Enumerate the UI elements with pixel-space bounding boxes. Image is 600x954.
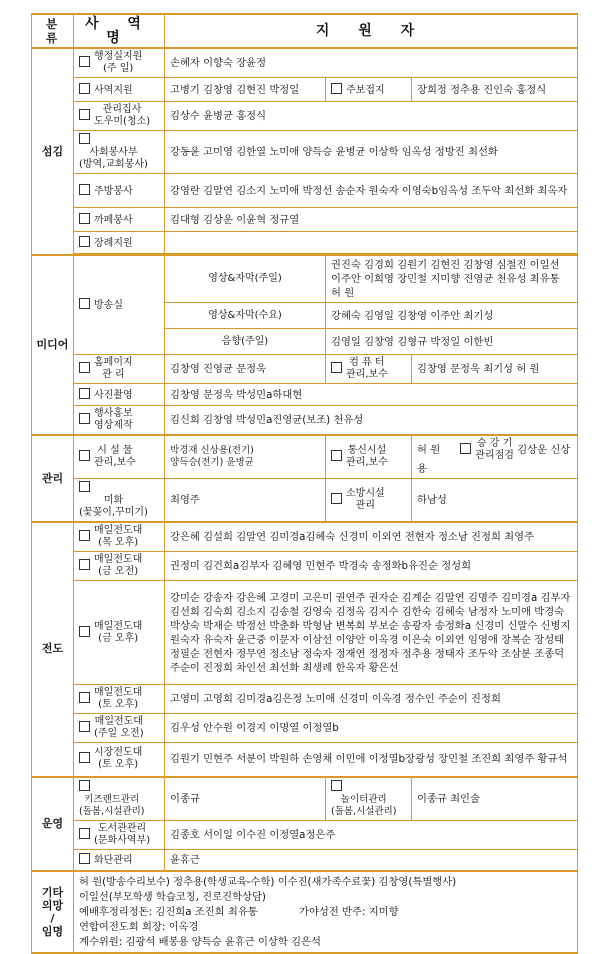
checkbox[interactable] <box>331 780 342 791</box>
checkbox[interactable] <box>79 450 90 461</box>
category-etc: 기타 의망 / 임명 <box>32 871 74 953</box>
volunteer-names: 최영주 <box>165 479 326 523</box>
category-unyeong: 운영 <box>32 777 74 872</box>
etc-line <box>79 905 572 920</box>
checkbox[interactable] <box>79 133 90 144</box>
ministry-label: 행사홍보 영상제작 <box>94 408 133 431</box>
volunteer-names: 윤휴근 <box>165 849 578 871</box>
checkbox[interactable] <box>79 388 90 399</box>
etc-notes <box>74 871 578 953</box>
etc-line: 연합여전도회 회장: 이옥경 <box>79 920 199 933</box>
ministry-label: 시 설 물 관리,보수 <box>94 445 136 468</box>
header-category: 분 류 <box>32 14 74 48</box>
ministry-label: 화단관리 <box>94 854 133 866</box>
header-ministry: 사 역 명 <box>74 14 165 48</box>
checkbox[interactable] <box>331 493 342 504</box>
ministry-label: 매일전도대 (목 오후) <box>94 525 143 548</box>
ministry-label: 매일전도대 (주일 오전) <box>94 716 144 739</box>
volunteer-names <box>165 232 578 254</box>
ministry-label: 방송실 <box>94 300 123 311</box>
checkbox[interactable] <box>79 298 90 309</box>
etc-cleanup: 예배후정리정돈: 김진희a 조진희 최유통 <box>79 905 258 918</box>
volunteer-table <box>31 13 578 954</box>
ministry-label: 소방시설 관리 <box>346 488 385 511</box>
checkbox[interactable] <box>460 443 471 454</box>
volunteer-names: 김영일 김창영 김형규 박정일 이한빈 <box>326 329 578 355</box>
volunteer-names <box>412 435 578 479</box>
checkbox[interactable] <box>79 481 90 492</box>
ministry-label: 주방봉사 <box>94 185 133 197</box>
ministry-label: 시장전도대 (토 오후) <box>94 747 143 771</box>
ministry-label: 주보접지 <box>346 84 385 96</box>
ministry-label: 승 강 기 관리점검 <box>475 438 514 461</box>
ministry-label: 미화 (꽃꽂이,꾸미기) <box>79 495 148 518</box>
checkbox[interactable] <box>79 721 90 732</box>
ministry-label: 매일전도대 (금 오전) <box>94 554 143 577</box>
volunteer-names: 박경재 신상용(전기) 양득승(전기) 윤병균 <box>165 435 326 479</box>
ministry-label: 홈페이지 관 리 <box>94 357 133 380</box>
etc-line: 허 원(방송수리보수) 정추용(학생교육-수학) 이수진(새가족수료꽃) 김창영(특별행사) <box>79 875 457 888</box>
ministry-label: 매일전도대 (금 오후) <box>94 620 143 644</box>
ministry-label: 매일전도대 (토 오후) <box>94 687 143 710</box>
checkbox[interactable] <box>79 626 90 637</box>
ministry-label: 장례지원 <box>94 237 133 249</box>
checkbox[interactable] <box>331 83 342 94</box>
sub-ministry-label: 음향(주일) <box>165 329 326 355</box>
checkbox[interactable] <box>79 83 90 94</box>
checkbox[interactable] <box>331 362 342 373</box>
volunteer-names: 김대형 김상운 이윤혁 정규열 <box>165 208 578 232</box>
volunteer-names: 김창영 문정욱 최기성 허 원 <box>412 355 578 384</box>
category-media: 미디어 <box>32 255 74 435</box>
volunteer-names: 강은혜 김설희 김말연 김미경a김혜숙 신경미 이외연 전현자 정소남 진정희 최영주 <box>165 522 578 552</box>
elevator-names: 김상운 신상용 <box>417 444 571 475</box>
volunteer-names: 김창영 진영균 문정욱 <box>165 355 326 384</box>
volunteer-names: 이종규 최인술 <box>412 777 578 821</box>
volunteer-names: 손혜자 이향숙 장윤정 <box>165 48 578 78</box>
volunteer-names: 권진숙 김경희 김원기 김현진 김창영 심철진 이일선 이주안 이희영 장민철 지미향 진영균 천유성 최유통 허 원 <box>326 255 578 303</box>
ministry-label: 통신시설 관리,보수 <box>346 445 388 468</box>
checkbox[interactable] <box>79 780 90 791</box>
comm-names: 허 원 <box>417 444 441 456</box>
sub-ministry-label: 영상&자막(수요) <box>165 303 326 329</box>
category-seomgim: 섬김 <box>32 48 74 255</box>
ministry-label: 컴 퓨 터 관리,보수 <box>346 357 388 380</box>
checkbox[interactable] <box>331 450 342 461</box>
volunteer-names: 강영란 김말연 김소지 노미애 박정선 송순자 원숙자 이영숙b임옥성 조두악 최선화 최옥자 <box>165 174 578 208</box>
ministry-label: 관리집사 도우미(청소) <box>94 104 151 127</box>
ministry-label: 행정실지원 (주 일) <box>94 51 143 74</box>
header-row <box>32 14 578 48</box>
ministry-label: 키즈랜드관리 (돌봄,시설관리) <box>79 793 145 817</box>
ministry-label: 놀이터관리 (돌봄,시설관리) <box>331 793 397 817</box>
checkbox[interactable] <box>79 559 90 570</box>
etc-accompanist: 가야성전 반주: 지미향 <box>299 905 399 918</box>
header-volunteers: 지 원 자 <box>165 14 578 48</box>
volunteer-names: 김종호 서이일 이수진 이정열a정은주 <box>165 820 578 849</box>
volunteer-names: 김신희 김창영 박성민a진영균(보조) 천유성 <box>165 406 578 436</box>
volunteer-names: 강혜숙 김영일 김창영 이주안 최기성 <box>326 303 578 329</box>
volunteer-names: 김창영 문정욱 박성민a하대현 <box>165 384 578 406</box>
volunteer-names: 고영미 고영희 김미경a김은정 노미애 신경미 이옥경 정수인 주순이 진정희 <box>165 685 578 714</box>
ministry-label: 사회봉사부 (방역,교회봉사) <box>79 147 148 170</box>
volunteer-names: 김원기 민현주 서분이 박원하 손영채 이민애 이정열b장광성 장민철 조진희 최영주 황규석 <box>165 743 578 777</box>
volunteer-names: 권정미 김건희a김부자 김혜영 민현주 박경숙 송정화b유진순 정성희 <box>165 552 578 581</box>
checkbox[interactable] <box>79 213 90 224</box>
sub-ministry-label: 영상&자막(주일) <box>165 255 326 303</box>
volunteer-names: 강미순 강송자 강은혜 고경미 고은미 권연주 권자순 김계순 김말연 김명주 김미경a 김부자 김선희 김숙희 김소지 김송철 김영숙 김정옥 김지수 김한숙 김혜숙 남정자 노미애 박경숙 박상숙 박재순 박정선 박춘화 박형남 변복희 부보순 송광자 송정화a 신경미 신말수 신병지 원숙자 유숙자 윤근중 이문자 이삼선 이양안 이옥경 이은숙 이외연 임영애 장복순 장성태 정필순 전현자 정무연 정소남 정숙자 정재연 정정자 정추용 정태자 조두악 조삼분 조종덕 주순이 진정희 차인선 최선화 최생례 한옥자 황은선 <box>165 581 578 685</box>
checkbox[interactable] <box>79 853 90 864</box>
volunteer-names: 김상수 윤병균 홍정식 <box>165 102 578 131</box>
checkbox[interactable] <box>79 752 90 763</box>
ministry-label: 사역지원 <box>94 84 133 96</box>
volunteer-names: 김우성 안수원 이경지 이명열 이정열b <box>165 714 578 743</box>
category-jeondo: 전도 <box>32 522 74 777</box>
ministry-label: 까페봉사 <box>94 214 133 226</box>
volunteer-names: 고병기 김창영 김현진 박정일 <box>165 78 326 102</box>
etc-line: 계수위원: 김광석 배봉용 양득승 윤휴근 이상학 김은석 <box>79 935 321 948</box>
checkbox[interactable] <box>79 109 90 120</box>
checkbox[interactable] <box>79 692 90 703</box>
checkbox[interactable] <box>79 184 90 195</box>
ministry-label: 사진촬영 <box>94 389 133 401</box>
checkbox[interactable] <box>79 413 90 424</box>
volunteer-names: 이종규 <box>165 777 326 821</box>
volunteer-names: 장희정 정추용 진인숙 홍정식 <box>412 78 578 102</box>
volunteer-names: 강동윤 고미영 김한열 노미애 양득승 윤병균 이상학 임옥성 정방진 최선화 <box>165 131 578 174</box>
volunteer-names: 하남성 <box>412 479 578 523</box>
ministry-label: 도서관관리 (문화사역부) <box>94 822 151 846</box>
checkbox[interactable] <box>79 236 90 247</box>
checkbox[interactable] <box>79 56 90 67</box>
etc-line: 이일선(부모학생 학습코칭, 진로진학상담) <box>79 890 266 903</box>
category-gwalli: 관리 <box>32 435 74 522</box>
checkbox[interactable] <box>79 530 90 541</box>
checkbox[interactable] <box>79 362 90 373</box>
checkbox[interactable] <box>79 828 90 839</box>
